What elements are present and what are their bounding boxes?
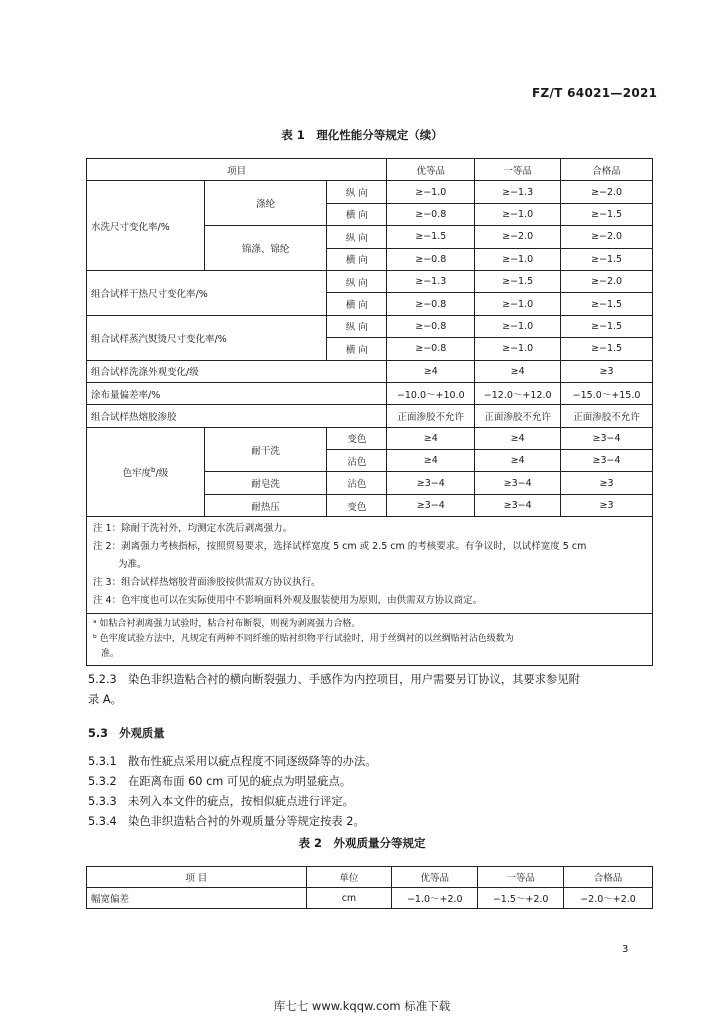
kind-cell: 变色 [327,494,387,516]
value-cell: ≥4 [475,450,561,472]
value-cell: ≥−1.0 [475,203,561,225]
note-3: 注 3：组合试样热熔胶背面渗胶按供需双方协议执行。 [93,577,321,589]
footnote-marker: b [151,465,156,474]
value-cell: −1.5～+2.0 [478,888,564,909]
table2 [86,866,653,909]
value-cell: ≥−2.0 [561,226,653,248]
header-grade3: 合格品 [561,159,653,181]
table1 [86,158,653,666]
unit-cell: cm [306,888,392,909]
steam-label: 组合试样蒸汽熨烫尺寸变化率/% [87,315,327,360]
footnote-a: ᵃ 如粘合衬剥离强力试验时，粘合衬布断裂，则视为剥离强力合格。 [93,619,361,630]
direction-cell: 横 向 [327,203,387,225]
note-2: 注 2：剥离强力考核指标，按照贸易要求，选择试样宽度 5 cm 或 2.5 cm 的考核要求。有争议时，以试样宽度 5 cm [93,541,587,553]
value-cell: −12.0～+12.0 [475,382,561,404]
value-cell: ≥−1.0 [475,338,561,360]
clause-5-2-3 [88,670,654,710]
value-cell: ≥4 [387,360,475,382]
dryclean-label: 耐干洗 [204,427,327,472]
value-cell: ≥3−4 [387,494,475,516]
value-cell: ≥−1.5 [561,248,653,270]
direction-cell: 纵 向 [327,270,387,292]
value-cell: ≥−1.0 [475,315,561,337]
standard-code: FZ/T 64021—2021 [532,86,658,100]
footnotes-cell [87,614,653,666]
value-cell: −10.0～+10.0 [387,382,475,404]
table-row [87,315,653,337]
direction-cell: 横 向 [327,293,387,315]
table-header-row [87,159,653,181]
table-row [87,270,653,292]
value-cell: 正面渗胶不允许 [387,405,475,427]
header-grade1: 优等品 [387,159,475,181]
table-row [87,382,653,404]
hotpress-label: 耐热压 [204,494,327,516]
value-cell: ≥−1.5 [561,315,653,337]
clause-5-2-3-line2: 录 A。 [88,693,122,706]
direction-cell: 横 向 [327,338,387,360]
header-grade3: 合格品 [564,867,653,888]
note-2-cont: 为准。 [118,559,147,571]
value-cell: ≥−2.0 [561,270,653,292]
header-grade1: 优等品 [392,867,478,888]
table2-caption: 表 2 外观质量分等规定 [298,836,426,850]
item-cell: 幅宽偏差 [87,888,307,909]
table-row [87,888,653,909]
value-cell: ≥−1.5 [561,338,653,360]
footnote-b-cont: 准。 [101,649,120,660]
value-cell: ≥3 [561,494,653,516]
clause-5-3-4: 5.3.4 染色非织造粘合衬的外观质量分等规定按表 2。 [88,815,365,828]
value-cell: ≥3−4 [475,494,561,516]
value-cell: ≥4 [387,450,475,472]
direction-cell: 纵 向 [327,226,387,248]
kind-cell: 沾色 [327,450,387,472]
notes-cell [87,517,653,614]
table-header-row [87,867,653,888]
value-cell: ≥4 [387,427,475,449]
value-cell: ≥−1.0 [475,248,561,270]
value-cell: ≥3−4 [475,472,561,494]
value-cell: −2.0～+2.0 [564,888,653,909]
direction-cell: 纵 向 [327,181,387,203]
footnotes-row [87,614,653,666]
clause-5-3-1: 5.3.1 散布性疵点采用以疵点程度不同逐级降等的办法。 [88,755,377,768]
value-cell: ≥−1.0 [475,293,561,315]
value-cell: ≥4 [475,360,561,382]
value-cell: ≥−0.8 [387,248,475,270]
dry-heat-label: 组合试样干热尺寸变化率/% [87,270,327,315]
value-cell: −15.0～+15.0 [561,382,653,404]
value-cell: ≥−0.8 [387,338,475,360]
value-cell: ≥−0.8 [387,203,475,225]
value-cell: ≥−1.3 [475,181,561,203]
value-cell: ≥−1.5 [561,203,653,225]
value-cell: ≥−2.0 [475,226,561,248]
kind-cell: 沾色 [327,472,387,494]
polyester-label: 涤纶 [204,181,327,226]
value-cell: ≥−1.5 [387,226,475,248]
value-cell: ≥3−4 [387,472,475,494]
value-cell: ≥−2.0 [561,181,653,203]
table1-caption: 表 1 理化性能分等规定（续） [281,128,443,142]
value-cell: ≥−1.5 [561,293,653,315]
value-cell: 正面渗胶不允许 [475,405,561,427]
header-grade2: 一等品 [475,159,561,181]
appearance-label: 组合试样洗涤外观变化/级 [87,360,387,382]
wash-label: 水洗尺寸变化率/% [87,181,205,271]
fastness-text: 色牢度 [122,467,152,479]
header-grade2: 一等品 [478,867,564,888]
value-cell: ≥−0.8 [387,315,475,337]
header-item: 项 目 [87,867,307,888]
value-cell: ≥3 [561,472,653,494]
header-item: 项目 [87,159,387,181]
section-heading-5-3: 5.3 外观质量 [88,727,165,740]
value-cell: ≥−0.8 [387,293,475,315]
coating-label: 涂布量偏差率/% [87,382,387,404]
clause-5-3-2: 5.3.2 在距离布面 60 cm 可见的疵点为明显疵点。 [88,775,352,788]
direction-cell: 横 向 [327,248,387,270]
footnote-b: ᵇ 色牢度试验方法中，凡规定有两种不同纤维的贴衬织物平行试验时，用于丝绸衬的以丝绸贴衬沾色级数为 [93,634,514,645]
notes-row [87,517,653,614]
kind-cell: 变色 [327,427,387,449]
value-cell: −1.0～+2.0 [392,888,478,909]
clause-5-3-3: 5.3.3 未列入本文件的疵点，按相似疵点进行评定。 [88,795,354,808]
value-cell: ≥3−4 [561,427,653,449]
note-1: 注 1：除耐干洗衬外，均测定水洗后剥离强力。 [93,523,293,535]
pc-label: 锦涤、锦纶 [204,226,327,271]
page-number: 3 [622,944,629,955]
direction-cell: 纵 向 [327,315,387,337]
value-cell: ≥3 [561,360,653,382]
table-row [87,427,653,449]
clause-5-2-3-line1: 5.2.3 染色非织造粘合衬的横向断裂强力、手感作为内控项目，用户需要另订协议，其要求参见附 [88,673,580,686]
fastness-unit: /级 [155,467,169,479]
fastness-label [87,427,205,517]
source-watermark: 库七七 www.kqqw.com 标准下载 [273,999,451,1013]
value-cell: ≥−1.5 [475,270,561,292]
value-cell: ≥3−4 [561,450,653,472]
header-unit: 单位 [306,867,392,888]
value-cell: 正面渗胶不允许 [561,405,653,427]
bleed-label: 组合试样热熔胶渗胶 [87,405,387,427]
table-row [87,360,653,382]
table-row [87,181,653,203]
table-row [87,405,653,427]
note-4: 注 4：色牢度也可以在实际使用中不影响面料外观及服装使用为原则，由供需双方协议商定。 [93,595,483,607]
soap-label: 耐皂洗 [204,472,327,494]
value-cell: ≥−1.3 [387,270,475,292]
value-cell: ≥−1.0 [387,181,475,203]
value-cell: ≥4 [475,427,561,449]
